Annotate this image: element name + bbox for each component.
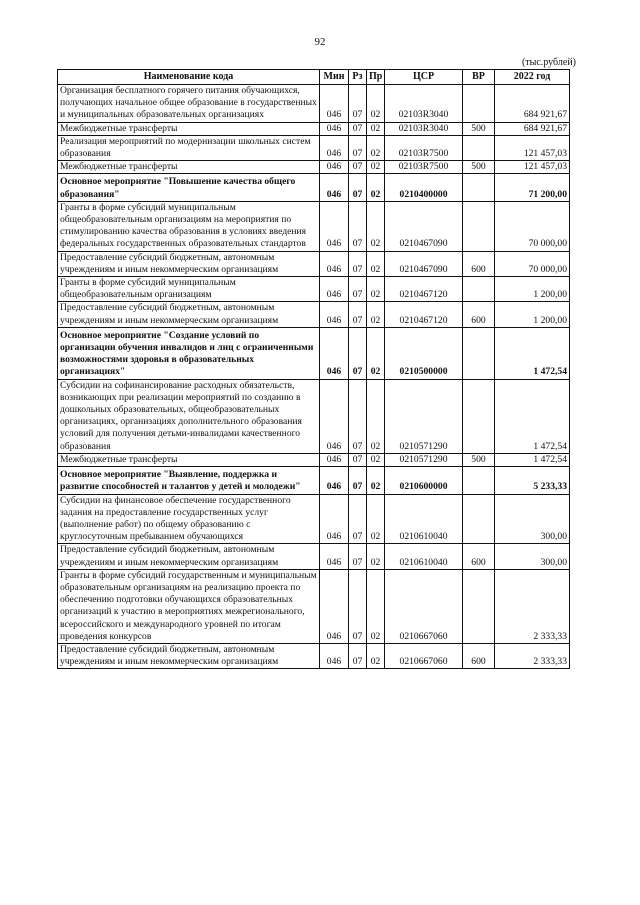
table-row [58, 453, 570, 466]
row-vr-cell: 600 [463, 251, 495, 276]
row-rz-cell: 07 [349, 494, 367, 544]
row-vr-cell: 600 [463, 544, 495, 569]
row-amount-cell: 1 472,54 [495, 379, 570, 453]
row-min-cell: 046 [320, 161, 349, 174]
row-name-cell: Субсидии на софинансирование расходных обязательств, возникающих при реализации мероприятий по созданию в дошкольных образовательных, общеобразовательных организациях, организациях дополнительного образования условий для получения детьми-инвалидами качественного образования [58, 379, 320, 453]
row-name-cell: Организация бесплатного горячего питания обучающихся, получающих начальное общее образование в государственных и муниципальных образовательных организациях [58, 85, 320, 123]
row-pr-cell: 02 [367, 201, 385, 251]
row-rz-cell: 07 [349, 201, 367, 251]
header-pr: Пр [367, 70, 385, 85]
row-vr-cell: 600 [463, 302, 495, 327]
row-rz-cell: 07 [349, 379, 367, 453]
header-name: Наименование кода [58, 70, 320, 85]
row-min-cell: 046 [320, 201, 349, 251]
row-min-cell: 046 [320, 277, 349, 302]
row-name-cell: Межбюджетные трансферты [58, 122, 320, 135]
row-pr-cell: 02 [367, 174, 385, 201]
row-min-cell: 046 [320, 544, 349, 569]
header-csr: ЦСР [385, 70, 463, 85]
row-pr-cell: 02 [367, 85, 385, 123]
row-name-cell: Гранты в форме субсидий государственным и муниципальным образовательным организациям на реализацию проекта по обеспечению подготовки обучающихся образовательных организаций к участию в мероприятиях межрегионального, всероссийского и международного уровней по итогам проведения конкурсов [58, 569, 320, 643]
row-pr-cell: 02 [367, 467, 385, 494]
row-csr-cell: 0210400000 [385, 174, 463, 201]
row-vr-cell [463, 135, 495, 160]
table-row [58, 135, 570, 160]
row-amount-cell: 1 472,54 [495, 453, 570, 466]
row-pr-cell: 02 [367, 569, 385, 643]
table-row [58, 544, 570, 569]
row-vr-cell [463, 379, 495, 453]
table-row [58, 494, 570, 544]
row-amount-cell: 2 333,33 [495, 569, 570, 643]
table-row [58, 174, 570, 201]
header-row [58, 70, 570, 85]
row-vr-cell: 500 [463, 161, 495, 174]
row-name-cell: Межбюджетные трансферты [58, 453, 320, 466]
row-name-cell: Предоставление субсидий бюджетным, автономным учреждениям и иным некоммерческим организациям [58, 251, 320, 276]
row-amount-cell: 1 200,00 [495, 302, 570, 327]
row-rz-cell: 07 [349, 277, 367, 302]
row-pr-cell: 02 [367, 161, 385, 174]
row-vr-cell [463, 85, 495, 123]
table-body [58, 85, 570, 669]
row-vr-cell [463, 201, 495, 251]
row-amount-cell: 70 000,00 [495, 201, 570, 251]
row-vr-cell [463, 327, 495, 379]
row-vr-cell [463, 467, 495, 494]
row-vr-cell: 500 [463, 122, 495, 135]
row-pr-cell: 02 [367, 302, 385, 327]
row-min-cell: 046 [320, 379, 349, 453]
row-csr-cell: 0210667060 [385, 569, 463, 643]
table-row [58, 277, 570, 302]
row-amount-cell: 300,00 [495, 544, 570, 569]
row-amount-cell: 71 200,00 [495, 174, 570, 201]
units-note: (тыс.рублей) [521, 57, 576, 68]
row-pr-cell: 02 [367, 135, 385, 160]
row-amount-cell: 684 921,67 [495, 85, 570, 123]
row-vr-cell [463, 277, 495, 302]
row-min-cell: 046 [320, 135, 349, 160]
table-row [58, 327, 570, 379]
row-pr-cell: 02 [367, 122, 385, 135]
row-name-cell: Предоставление субсидий бюджетным, автономным учреждениям и иным некоммерческим организациям [58, 643, 320, 668]
row-rz-cell: 07 [349, 135, 367, 160]
row-amount-cell: 5 233,33 [495, 467, 570, 494]
row-name-cell: Реализация мероприятий по модернизации школьных систем образования [58, 135, 320, 160]
row-csr-cell: 0210610040 [385, 544, 463, 569]
page-number: 92 [314, 36, 326, 48]
row-min-cell: 046 [320, 643, 349, 668]
row-min-cell: 046 [320, 467, 349, 494]
row-vr-cell [463, 174, 495, 201]
row-rz-cell: 07 [349, 85, 367, 123]
header-min: Мин [320, 70, 349, 85]
row-vr-cell [463, 569, 495, 643]
row-rz-cell: 07 [349, 569, 367, 643]
row-vr-cell: 500 [463, 453, 495, 466]
row-rz-cell: 07 [349, 643, 367, 668]
table-row [58, 643, 570, 668]
row-name-cell: Гранты в форме субсидий муниципальным общеобразовательным организациям на мероприятия по стимулированию качества образования в условиях введения федеральных государственных образовательных стандартов [58, 201, 320, 251]
row-name-cell: Предоставление субсидий бюджетным, автономным учреждениям и иным некоммерческим организациям [58, 302, 320, 327]
row-csr-cell: 0210667060 [385, 643, 463, 668]
row-amount-cell: 121 457,03 [495, 135, 570, 160]
row-vr-cell [463, 494, 495, 544]
row-min-cell: 046 [320, 251, 349, 276]
row-amount-cell: 121 457,03 [495, 161, 570, 174]
header-vr: ВР [463, 70, 495, 85]
row-name-cell: Субсидии на финансовое обеспечение государственного задания на предоставление государственных услуг (выполнение работ) по общему образованию с круглосуточным пребыванием обучающихся [58, 494, 320, 544]
row-rz-cell: 07 [349, 302, 367, 327]
row-name-cell: Основное мероприятие "Повышение качества общего образования" [58, 174, 320, 201]
row-rz-cell: 07 [349, 122, 367, 135]
row-min-cell: 046 [320, 453, 349, 466]
table-row [58, 569, 570, 643]
row-amount-cell: 2 333,33 [495, 643, 570, 668]
row-name-cell: Гранты в форме субсидий муниципальным общеобразовательным организациям [58, 277, 320, 302]
header-rz: Рз [349, 70, 367, 85]
row-csr-cell: 02103R7500 [385, 161, 463, 174]
row-csr-cell: 0210467120 [385, 277, 463, 302]
row-pr-cell: 02 [367, 327, 385, 379]
row-min-cell: 046 [320, 494, 349, 544]
row-csr-cell: 0210571290 [385, 379, 463, 453]
table-row [58, 122, 570, 135]
row-rz-cell: 07 [349, 327, 367, 379]
budget-table [57, 69, 570, 669]
row-rz-cell: 07 [349, 467, 367, 494]
row-pr-cell: 02 [367, 453, 385, 466]
row-min-cell: 046 [320, 174, 349, 201]
row-csr-cell: 0210467090 [385, 201, 463, 251]
row-rz-cell: 07 [349, 251, 367, 276]
table-row [58, 251, 570, 276]
header-year: 2022 год [495, 70, 570, 85]
row-name-cell: Предоставление субсидий бюджетным, автономным учреждениям и иным некоммерческим организациям [58, 544, 320, 569]
row-min-cell: 046 [320, 122, 349, 135]
row-min-cell: 046 [320, 85, 349, 123]
row-min-cell: 046 [320, 327, 349, 379]
table-row [58, 161, 570, 174]
row-pr-cell: 02 [367, 251, 385, 276]
table-row [58, 379, 570, 453]
row-name-cell: Основное мероприятие "Создание условий по организации обучения инвалидов и лиц с ограниченными возможностями здоровья в образовательных организациях" [58, 327, 320, 379]
row-csr-cell: 0210467120 [385, 302, 463, 327]
row-pr-cell: 02 [367, 277, 385, 302]
table-row [58, 85, 570, 123]
row-rz-cell: 07 [349, 174, 367, 201]
row-name-cell: Межбюджетные трансферты [58, 161, 320, 174]
row-rz-cell: 07 [349, 453, 367, 466]
row-csr-cell: 0210571290 [385, 453, 463, 466]
row-min-cell: 046 [320, 569, 349, 643]
row-amount-cell: 1 472,54 [495, 327, 570, 379]
table-row [58, 302, 570, 327]
row-csr-cell: 0210467090 [385, 251, 463, 276]
row-csr-cell: 0210600000 [385, 467, 463, 494]
row-pr-cell: 02 [367, 544, 385, 569]
row-amount-cell: 1 200,00 [495, 277, 570, 302]
row-csr-cell: 02103R3040 [385, 85, 463, 123]
row-pr-cell: 02 [367, 379, 385, 453]
row-csr-cell: 0210500000 [385, 327, 463, 379]
table-row [58, 467, 570, 494]
row-rz-cell: 07 [349, 544, 367, 569]
row-amount-cell: 684 921,67 [495, 122, 570, 135]
row-rz-cell: 07 [349, 161, 367, 174]
row-amount-cell: 70 000,00 [495, 251, 570, 276]
row-name-cell: Основное мероприятие "Выявление, поддержка и развитие способностей и талантов у детей и молодежи" [58, 467, 320, 494]
row-csr-cell: 0210610040 [385, 494, 463, 544]
row-min-cell: 046 [320, 302, 349, 327]
row-csr-cell: 02103R7500 [385, 135, 463, 160]
table-row [58, 201, 570, 251]
row-pr-cell: 02 [367, 643, 385, 668]
row-pr-cell: 02 [367, 494, 385, 544]
row-amount-cell: 300,00 [495, 494, 570, 544]
row-csr-cell: 02103R3040 [385, 122, 463, 135]
row-vr-cell: 600 [463, 643, 495, 668]
